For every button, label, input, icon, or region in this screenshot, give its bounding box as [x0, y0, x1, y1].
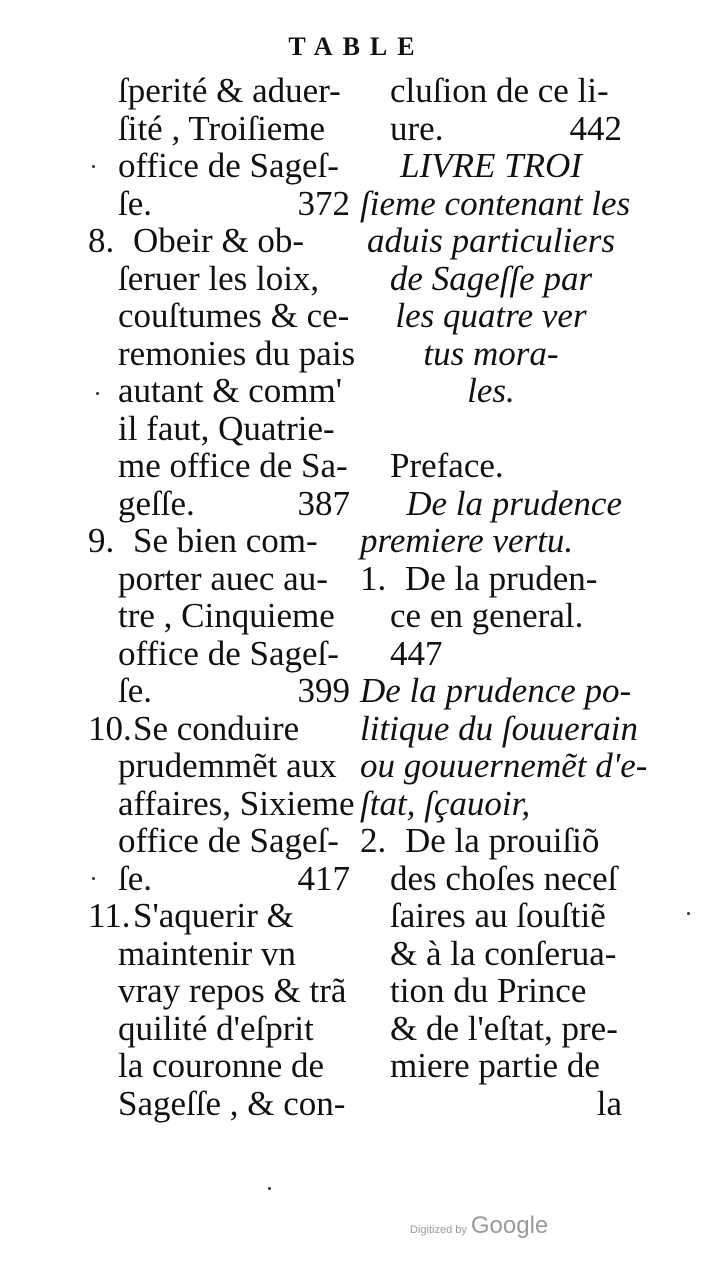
page-number: 417 [297, 858, 350, 898]
index-line: remonies du pais [118, 333, 356, 373]
index-line: ſeruer les loix, [118, 258, 320, 298]
index-line: tre , Cinquieme [118, 596, 335, 635]
index-line: quilité d'eſprit [118, 1008, 314, 1048]
index-line: me office de Sa- [118, 446, 348, 485]
index-line: & à la conſerua- [390, 933, 617, 973]
index-line: Sageſſe , & con- [118, 1083, 346, 1123]
index-line: 2. De la prouiſiõ [360, 821, 600, 860]
page-header: TABLE [288, 32, 425, 61]
index-line: miere partie de [390, 1046, 600, 1085]
entry-number: 10. [88, 708, 132, 748]
entry-number: 8. [88, 221, 115, 260]
section-heading: De la prudence [406, 483, 622, 523]
print-speck [687, 912, 690, 915]
page-number: 387 [297, 483, 350, 523]
index-line: office de Sageſ- [118, 146, 339, 185]
entry-number: 2. [360, 821, 387, 860]
print-speck [92, 165, 95, 168]
page-number: 442 [569, 108, 622, 148]
section-heading: litique du ſouuerain [360, 708, 639, 748]
book-heading: tus mora- [423, 333, 559, 373]
index-line: 11. S'aquerir & [88, 896, 294, 935]
book-heading: de Sageſſe par [389, 258, 593, 298]
index-line: office de Sageſ- [118, 821, 339, 860]
book-heading: les quatre ver [395, 296, 587, 335]
right-column [360, 71, 648, 1123]
entry-number: 1. [360, 558, 387, 598]
print-speck [268, 1187, 271, 1190]
print-speck [96, 392, 99, 395]
index-line: vray repos & trã [118, 971, 347, 1010]
page-number: 447 [390, 633, 443, 673]
index-line: ſe. 417 [118, 858, 350, 898]
book-heading: aduis particuliers [367, 221, 615, 260]
index-line: 10. Se conduire [88, 708, 300, 748]
index-line: ſe. 399 [118, 671, 350, 710]
index-line: 8. Obeir & ob- [88, 221, 305, 260]
entry-number: 11. [88, 896, 131, 935]
index-line: ſité , Troiſieme [118, 108, 326, 148]
index-line: cluſion de ce li- [390, 71, 609, 110]
index-line: la [596, 1083, 622, 1123]
index-line: affaires, Sixieme [118, 783, 355, 823]
index-line: tion du Prince [390, 971, 587, 1010]
print-speck [92, 877, 95, 880]
index-line: office de Sageſ- [118, 633, 339, 673]
index-line: couſtumes & ce- [118, 296, 350, 335]
index-line: porter auec au- [118, 558, 328, 598]
page-number: 372 [297, 183, 350, 223]
index-line: Preface. [390, 446, 504, 485]
page-number: 399 [297, 671, 350, 710]
section-heading: ſtat, ſçauoir, [360, 783, 531, 823]
index-line: ſe. 372 [118, 183, 350, 223]
index-line: ſaires au ſouſtiẽ [390, 896, 606, 935]
index-line: autant & comm' [118, 371, 343, 410]
index-line: & de l'eſtat, pre- [390, 1008, 618, 1048]
section-heading: De la prudence po- [360, 671, 632, 710]
index-line: 9. Se bien com- [88, 521, 318, 560]
index-line: ure. 442 [390, 108, 622, 148]
index-line: ſperité & aduer- [118, 71, 341, 110]
index-line: la couronne de [118, 1046, 325, 1085]
index-line: il faut, Quatrie- [118, 408, 335, 448]
section-heading: ou gouuernemẽt d'e- [360, 746, 648, 785]
digitized-by-google-watermark: Digitized by Google [410, 1212, 549, 1239]
blank-line [360, 410, 622, 448]
section-heading: premiere vertu. [360, 521, 574, 560]
index-line: ce en general. [390, 596, 584, 635]
index-line: 1. De la pruden- [360, 558, 598, 598]
index-line: maintenir vn [118, 933, 296, 973]
index-line: prudemmẽt aux [118, 746, 337, 785]
left-column [88, 71, 356, 1123]
book-heading: ſieme contenant les [360, 183, 631, 223]
book-heading: les. [467, 371, 515, 410]
book-heading: LIVRE TROI [400, 146, 582, 185]
index-line: geſſe. 387 [118, 483, 350, 523]
entry-number: 9. [88, 521, 115, 560]
index-line: des choſes neceſ [390, 858, 618, 898]
